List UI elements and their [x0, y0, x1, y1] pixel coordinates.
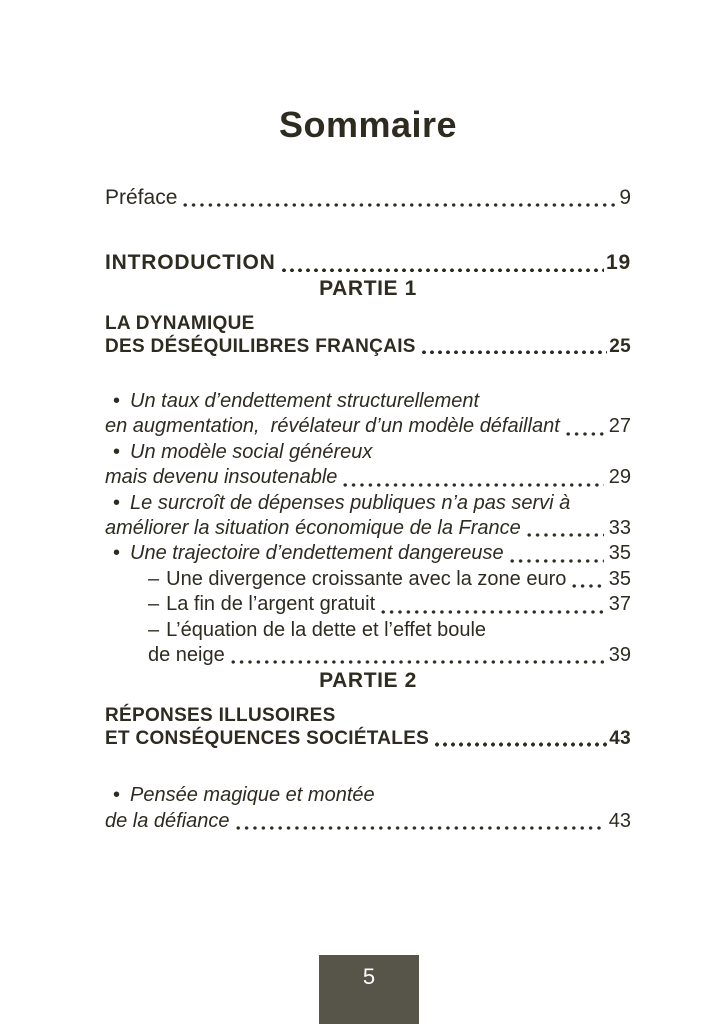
- page-number: 5: [362, 964, 376, 989]
- part-title-text: LA DYNAMIQUE: [105, 313, 255, 334]
- dot-leader: [420, 350, 607, 355]
- dot-leader: [379, 610, 604, 614]
- part-1-entries: [105, 389, 631, 668]
- entry-line: [105, 516, 631, 541]
- toc-subentry: [105, 567, 631, 592]
- entry-text: Le surcroît de dépenses publiques n’a pas servi à: [130, 491, 571, 514]
- entry-line: [105, 440, 631, 465]
- toc-entry-label: Préface: [105, 186, 178, 209]
- entry-line: [105, 465, 631, 490]
- toc-entry-page: 19: [606, 251, 631, 274]
- entry-line: [105, 618, 631, 643]
- dot-leader: [280, 268, 604, 273]
- dot-leader: [234, 826, 604, 830]
- entry-text: mais devenu insoutenable: [105, 466, 338, 489]
- entry-line: [105, 643, 631, 668]
- entry-text: de neige: [148, 644, 225, 667]
- entry-text: en augmentation, révélateur d’un modèle défaillant: [105, 415, 560, 438]
- part-title-text: ET CONSÉQUENCES SOCIÉTALES: [105, 728, 430, 750]
- entry-text: L’équation de la dette et l’effet boule: [166, 618, 487, 641]
- toc-entry-page: 35: [608, 542, 631, 565]
- entry-text: Pensée magique et montée: [130, 784, 375, 807]
- part-2-entries: [105, 783, 631, 834]
- entry-line: [105, 783, 631, 808]
- entry-line: [105, 809, 631, 834]
- part-title-line: [105, 312, 631, 335]
- part-1-title: [105, 312, 631, 358]
- toc-entry-page: 43: [608, 809, 631, 832]
- toc-entry-page: 29: [608, 466, 631, 489]
- part-title-line: [105, 335, 631, 358]
- dash-icon: –: [148, 593, 160, 616]
- dot-leader: [570, 584, 603, 588]
- entry-text: Un modèle social généreux: [130, 440, 373, 463]
- part-2-title: [105, 704, 631, 750]
- toc-entry-page: 37: [608, 593, 631, 616]
- dash-icon: –: [148, 618, 160, 641]
- toc-entry-page: 27: [608, 415, 631, 438]
- dot-leader: [341, 483, 603, 487]
- page-number-footer: [319, 955, 419, 1024]
- bullet-icon: •: [113, 784, 121, 807]
- toc-subentry: [105, 618, 631, 669]
- toc-entry: [105, 440, 631, 491]
- part-1-heading: PARTIE 1: [319, 277, 417, 300]
- bullet-icon: •: [113, 440, 121, 463]
- bullet-icon: •: [113, 390, 121, 412]
- entry-text: La fin de l’argent gratuit: [166, 593, 376, 616]
- dot-leader: [525, 533, 604, 537]
- dash-icon: –: [148, 567, 160, 590]
- toc-entry-preface: [105, 185, 631, 211]
- toc-entry-page: 43: [609, 728, 631, 750]
- page-title: Sommaire: [278, 104, 458, 145]
- part-title-text: RÉPONSES ILLUSOIRES: [105, 705, 336, 727]
- toc-page: [105, 0, 631, 834]
- part-title-line: [105, 727, 631, 750]
- dot-leader: [229, 660, 604, 664]
- dot-leader: [181, 203, 617, 207]
- toc-entry: [105, 541, 631, 566]
- entry-line: [105, 389, 631, 414]
- toc-entry: [105, 389, 631, 440]
- bullet-icon: •: [113, 542, 121, 565]
- toc-subentry: [105, 592, 631, 617]
- entry-text: de la défiance: [105, 809, 230, 832]
- toc-entry: [105, 783, 631, 834]
- dot-leader: [508, 559, 604, 563]
- toc-entry: [105, 491, 631, 542]
- toc-entry-page: 9: [619, 186, 631, 209]
- entry-text: Une divergence croissante avec la zone euro: [166, 567, 567, 590]
- dot-leader: [433, 742, 607, 747]
- toc-entry-page: 33: [608, 517, 631, 540]
- toc-entry-introduction: [105, 250, 631, 276]
- part-title-line: [105, 704, 631, 727]
- toc-entry-page: 39: [608, 644, 631, 667]
- entry-line: [105, 491, 631, 516]
- entry-text: Une trajectoire d’endettement dangereuse: [130, 542, 504, 565]
- toc-entry-page: 25: [609, 336, 631, 357]
- bullet-icon: •: [113, 491, 121, 514]
- entry-text: Un taux d’endettement structurellement: [130, 390, 480, 412]
- entry-line: [105, 541, 631, 566]
- part-title-text: DES DÉSÉQUILIBRES FRANÇAIS: [105, 336, 416, 357]
- entry-text: améliorer la situation économique de la France: [105, 517, 521, 540]
- entry-line: [105, 414, 631, 439]
- toc-entry-page: 35: [608, 567, 631, 590]
- part-2-heading: PARTIE 2: [319, 669, 417, 693]
- toc-entry-label: INTRODUCTION: [105, 251, 276, 274]
- entry-line: [105, 592, 631, 617]
- dot-leader: [564, 432, 604, 436]
- entry-line: [105, 567, 631, 592]
